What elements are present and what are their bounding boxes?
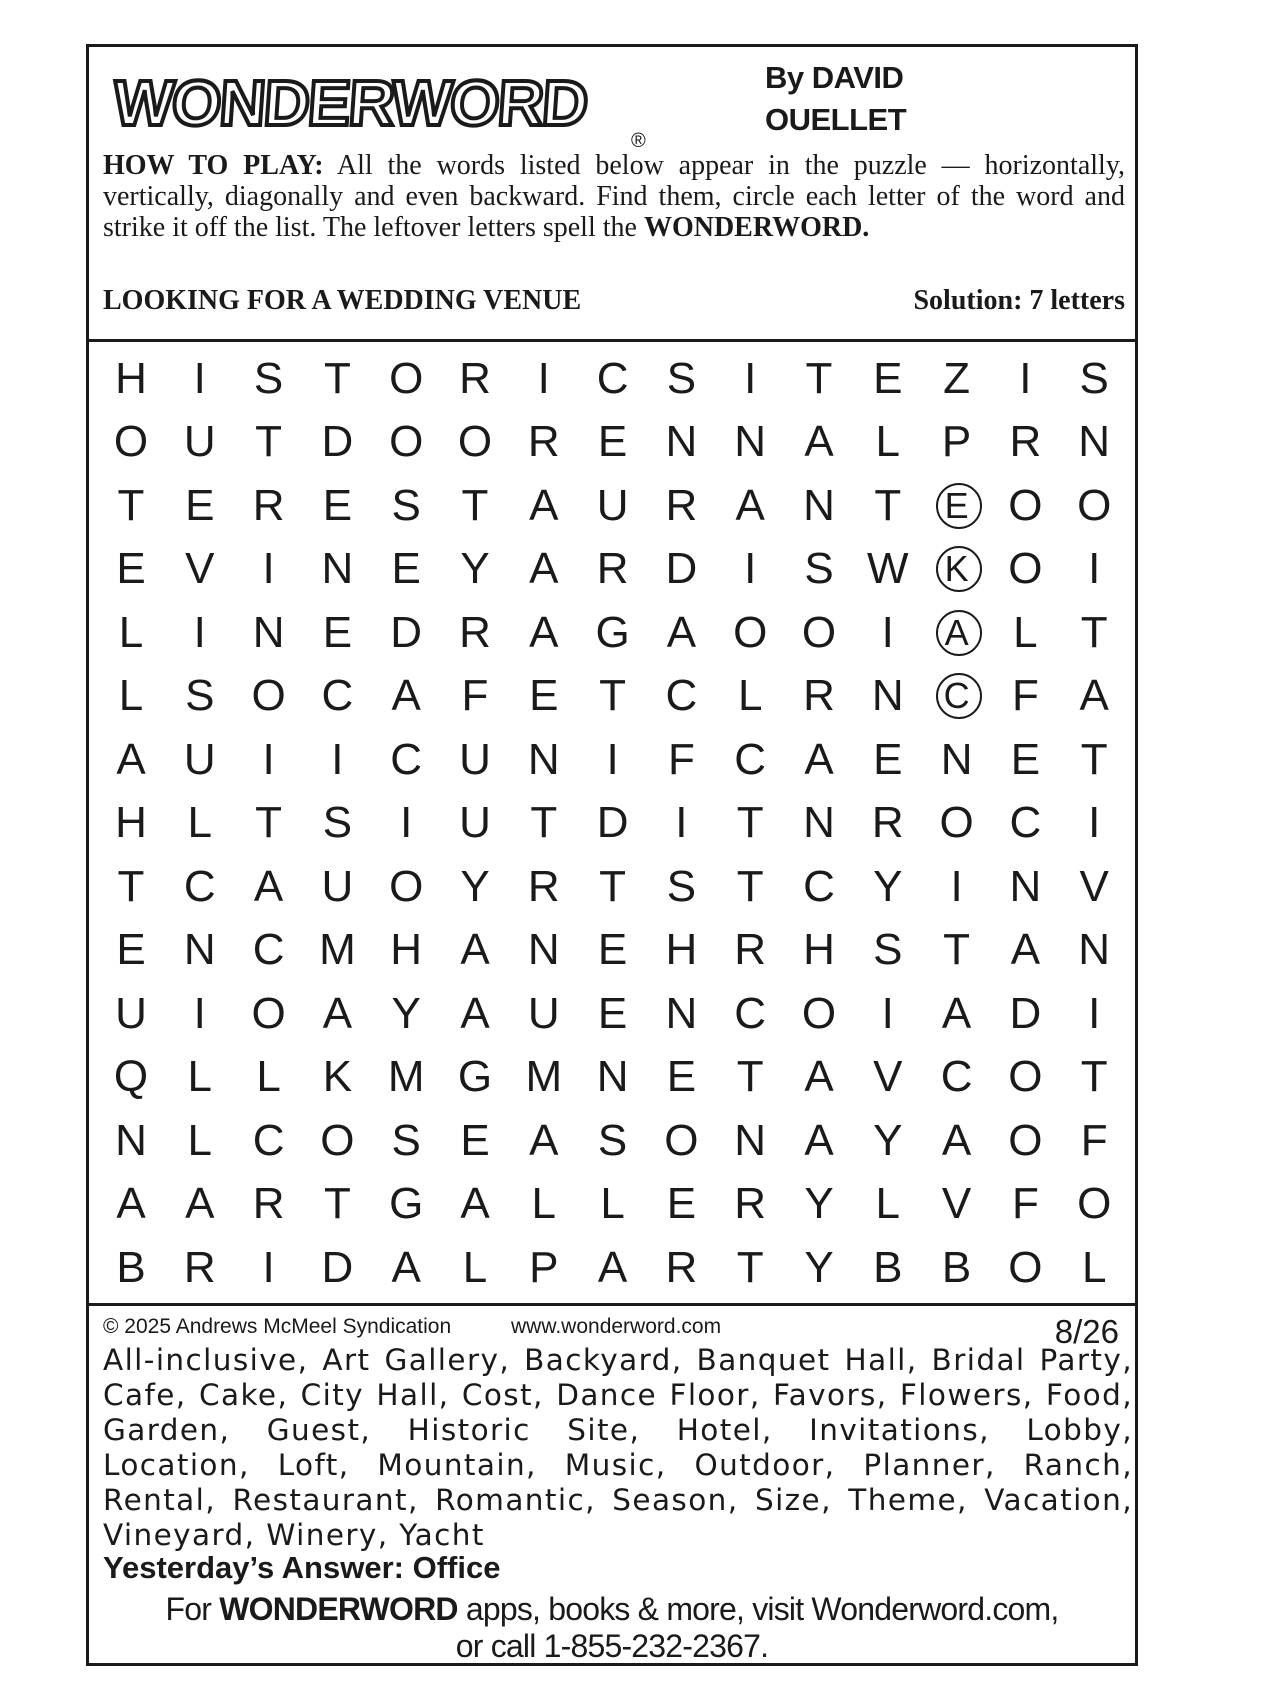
grid-letter[interactable]: F — [1080, 1115, 1108, 1165]
letter-grid — [99, 347, 1131, 1299]
grid-letter[interactable]: O — [389, 417, 424, 467]
grid-letter[interactable]: V — [873, 1052, 903, 1102]
grid-letter[interactable]: O — [801, 988, 837, 1038]
grid-row — [99, 918, 1131, 981]
grid-row — [99, 664, 1131, 727]
grid-letter[interactable]: I — [1019, 354, 1032, 403]
grid-letter[interactable]: Q — [113, 1052, 149, 1102]
how-to-play-emphasis: WONDERWORD. — [643, 212, 870, 243]
grid-letter[interactable]: C — [803, 861, 835, 911]
grid-letter[interactable]: O — [801, 607, 837, 657]
grid-letter[interactable]: I — [193, 354, 206, 403]
grid-letter[interactable]: T — [874, 480, 902, 530]
grid-letter[interactable]: T — [736, 1052, 764, 1102]
grid-letter[interactable]: T — [323, 354, 351, 403]
grid-letter[interactable]: Y — [804, 1179, 834, 1229]
grid-letter[interactable]: A — [529, 480, 559, 530]
grid-letter[interactable]: T — [323, 1179, 351, 1229]
grid-letter[interactable]: L — [118, 671, 144, 721]
grid-letter[interactable]: S — [804, 544, 834, 594]
grid-letter[interactable]: I — [193, 607, 206, 657]
grid-row — [99, 1109, 1131, 1172]
grid-row — [99, 474, 1131, 537]
grid-letter[interactable]: A — [391, 1242, 421, 1292]
grid-letter[interactable]: A — [529, 544, 559, 594]
grid-letter[interactable]: R — [665, 480, 698, 530]
grid-letter[interactable]: I — [881, 988, 894, 1038]
puzzle-theme: LOOKING FOR A WEDDING VENUE — [103, 285, 582, 316]
grid-letter[interactable]: O — [1008, 544, 1043, 594]
grid-letter[interactable]: L — [1081, 1242, 1107, 1292]
grid-letter[interactable]: N — [252, 607, 285, 657]
grid-letter[interactable]: T — [117, 480, 145, 530]
grid-letter[interactable]: R — [596, 544, 629, 594]
grid-letter-circled[interactable]: E — [925, 474, 989, 537]
grid-letter[interactable]: L — [875, 417, 901, 467]
grid-letter[interactable]: O — [733, 607, 768, 657]
grid-letter[interactable]: A — [1079, 671, 1109, 721]
how-to-play-text: All the words listed below appear in the puzzle — horizontally, vertically, diagonally and even backward. Find them, circle each letter of the word and strike it off the list. The leftover letters spell the — [103, 150, 1125, 243]
grid-letter[interactable]: B — [941, 1242, 972, 1292]
puzzle-header — [89, 47, 1135, 342]
grid-letter[interactable]: A — [1010, 925, 1041, 975]
grid-row — [99, 791, 1131, 854]
grid-letter-circled[interactable]: K — [925, 537, 989, 600]
grid-letter[interactable]: N — [734, 1115, 767, 1165]
grid-letter[interactable]: E — [460, 1115, 490, 1165]
grid-letter[interactable]: G — [595, 607, 630, 657]
grid-letter[interactable]: E — [666, 1179, 697, 1229]
grid-letter[interactable]: G — [457, 1052, 493, 1102]
grid-letter[interactable]: N — [940, 734, 973, 784]
grid-letter[interactable]: O — [1008, 480, 1043, 530]
grid-letter[interactable]: D — [321, 1242, 354, 1292]
grid-letter[interactable]: O — [1077, 480, 1112, 530]
grid-letter[interactable]: R — [459, 607, 491, 657]
grid-letter[interactable]: I — [1088, 544, 1101, 594]
grid-letter[interactable]: E — [391, 544, 421, 594]
grid-letter[interactable]: F — [667, 734, 695, 784]
grid-letter[interactable]: R — [1009, 417, 1042, 467]
grid-letter[interactable]: O — [389, 354, 424, 403]
grid-letter[interactable]: I — [744, 544, 757, 594]
grid-letter[interactable]: B — [116, 1242, 146, 1292]
grid-letter[interactable]: M — [387, 1052, 425, 1102]
grid-letter[interactable]: H — [803, 925, 835, 975]
grid-letter[interactable]: A — [597, 1242, 628, 1292]
grid-letter[interactable]: I — [1088, 798, 1101, 848]
grid-letter[interactable]: E — [322, 480, 353, 530]
grid-letter[interactable]: A — [116, 734, 146, 784]
grid-letter[interactable]: Y — [804, 1242, 834, 1292]
grid-letter[interactable]: C — [734, 988, 767, 1038]
grid-letter[interactable]: C — [665, 671, 698, 721]
grid-letter-circled[interactable]: C — [925, 664, 989, 727]
grid-letter[interactable]: O — [1008, 1242, 1043, 1292]
grid-letter[interactable]: Y — [391, 988, 421, 1038]
grid-letter[interactable]: U — [459, 798, 491, 848]
grid-letter[interactable]: N — [115, 1115, 147, 1165]
grid-row — [99, 1236, 1131, 1299]
grid-letter[interactable]: T — [530, 798, 558, 848]
grid-letter[interactable]: I — [950, 861, 963, 911]
grid-letter[interactable]: L — [118, 607, 144, 657]
grid-letter[interactable]: A — [804, 1052, 834, 1102]
grid-letter[interactable]: R — [871, 798, 904, 848]
grid-letter[interactable]: N — [665, 988, 698, 1038]
grid-letter[interactable]: S — [391, 480, 421, 530]
grid-letter[interactable]: A — [460, 1179, 490, 1229]
grid-letter[interactable]: N — [183, 925, 216, 975]
grid-letter[interactable]: L — [187, 1115, 213, 1165]
how-to-play-label: HOW TO PLAY: — [103, 150, 324, 181]
grid-letter[interactable]: A — [460, 925, 490, 975]
grid-letter[interactable]: R — [252, 480, 285, 530]
grid-letter[interactable]: H — [115, 798, 147, 848]
grid-letter[interactable]: S — [322, 798, 353, 848]
byline — [765, 57, 906, 141]
grid-letter[interactable]: T — [736, 1242, 764, 1292]
grid-letter[interactable]: A — [666, 607, 697, 657]
grid-row — [99, 982, 1131, 1045]
grid-letter[interactable]: S — [666, 861, 697, 911]
grid-letter[interactable]: I — [606, 734, 619, 784]
byline-line2: OUELLET — [765, 102, 907, 137]
grid-letter[interactable]: N — [803, 480, 835, 530]
grid-letter[interactable]: E — [529, 671, 559, 721]
grid-letter[interactable]: Y — [460, 544, 490, 594]
grid-letter[interactable]: A — [529, 1115, 559, 1165]
grid-letter[interactable]: I — [537, 354, 550, 403]
grid-letter[interactable]: H — [390, 925, 423, 975]
grid-letter[interactable]: A — [941, 988, 972, 1038]
grid-letter[interactable]: T — [599, 671, 627, 721]
grid-letter[interactable]: S — [1079, 354, 1109, 403]
grid-letter[interactable]: T — [805, 354, 833, 403]
grid-letter[interactable]: U — [527, 988, 560, 1038]
grid-letter[interactable]: G — [389, 1179, 424, 1229]
grid-letter[interactable]: U — [321, 861, 354, 911]
grid-letter[interactable]: L — [531, 1179, 557, 1229]
grid-letter[interactable]: D — [1009, 988, 1042, 1038]
grid-letter[interactable]: S — [185, 671, 215, 721]
grid-letter[interactable]: N — [527, 734, 560, 784]
grid-letter[interactable]: Y — [460, 861, 490, 911]
copyright: © 2025 Andrews McMeel Syndication — [103, 1315, 452, 1338]
grid-letter[interactable]: E — [1010, 734, 1041, 784]
grid-letter[interactable]: T — [599, 861, 627, 911]
grid-letter[interactable]: C — [596, 354, 629, 403]
grid-row — [99, 347, 1131, 410]
grid-letter[interactable]: T — [736, 861, 764, 911]
grid-letter[interactable]: A — [529, 607, 559, 657]
grid-letter[interactable]: A — [804, 417, 834, 467]
grid-letter[interactable]: L — [875, 1179, 901, 1229]
grid-letter[interactable]: S — [666, 354, 697, 403]
grid-letter[interactable]: R — [252, 1179, 285, 1229]
grid-letter[interactable]: I — [400, 798, 413, 848]
grid-letter[interactable]: A — [460, 988, 490, 1038]
grid-letter[interactable]: O — [1077, 1179, 1112, 1229]
grid-letter[interactable]: D — [596, 798, 629, 848]
grid-letter[interactable]: K — [322, 1052, 353, 1102]
grid-letter[interactable]: V — [1079, 861, 1109, 911]
grid-letter[interactable]: L — [256, 1052, 281, 1102]
grid-letter[interactable]: T — [1080, 1052, 1108, 1102]
puzzle-date: 8/26 — [1054, 1313, 1119, 1350]
grid-letter[interactable]: A — [116, 1179, 146, 1229]
puzzle-frame — [86, 44, 1138, 1666]
grid-letter[interactable]: N — [596, 1052, 629, 1102]
grid-letter[interactable]: R — [803, 671, 835, 721]
promo-line1 — [89, 1591, 1135, 1628]
grid-letter[interactable]: D — [390, 607, 423, 657]
grid-letter[interactable]: N — [527, 925, 560, 975]
grid-letter[interactable]: R — [183, 1242, 216, 1292]
grid-letter[interactable]: D — [665, 544, 698, 594]
grid-letter[interactable]: F — [1011, 1179, 1039, 1229]
grid-letter[interactable]: O — [113, 417, 149, 467]
grid-letter[interactable]: N — [1009, 861, 1042, 911]
grid-letter[interactable]: N — [1078, 925, 1111, 975]
grid-letter[interactable]: E — [597, 925, 628, 975]
word-list: All-inclusive, Art Gallery, Backyard, Banquet Hall, Bridal Party, Cafe, Cake, City Hall, Cost, Dance Floor, Favors, Flowers, Food, Garden, Guest, Historic Site, Hotel, Invitations, Lobby, Location, Loft, Mountain, Music, Outdoor, Planner, Ranch, Rental, Restaurant, Romantic, Season, Size, Theme, Vacation, Vineyard, Winery, Yacht — [103, 1343, 1133, 1552]
grid-letter[interactable]: L — [187, 798, 213, 848]
grid-letter[interactable]: A — [253, 861, 284, 911]
byline-line1: By DAVID — [765, 60, 904, 95]
grid-letter[interactable]: T — [736, 798, 764, 848]
grid-letter[interactable]: T — [117, 861, 145, 911]
grid-letter-circled[interactable]: A — [925, 601, 989, 664]
grid-letter[interactable]: O — [1008, 1052, 1043, 1102]
grid-row — [99, 537, 1131, 600]
grid-row — [99, 728, 1131, 791]
grid-letter[interactable]: R — [459, 354, 491, 403]
grid-letter[interactable]: A — [941, 1115, 972, 1165]
grid-letter[interactable]: U — [596, 480, 629, 530]
grid-letter[interactable]: I — [675, 798, 688, 848]
grid-row — [99, 1045, 1131, 1108]
grid-letter[interactable]: H — [665, 925, 698, 975]
grid-letter[interactable]: H — [115, 354, 147, 403]
grid-letter[interactable]: C — [321, 671, 354, 721]
grid-letter[interactable]: Y — [873, 1115, 903, 1165]
grid-letter[interactable]: I — [1088, 988, 1101, 1038]
grid-letter[interactable]: E — [116, 925, 146, 975]
grid-letter[interactable]: O — [939, 798, 974, 848]
grid-letter[interactable]: I — [331, 734, 344, 784]
grid-letter[interactable]: C — [252, 925, 285, 975]
grid-row — [99, 1172, 1131, 1235]
promo-line2: or call 1-855-232-2367. — [455, 1628, 769, 1664]
grid-letter[interactable]: T — [1080, 734, 1108, 784]
grid-letter[interactable]: P — [941, 417, 972, 467]
grid-letter[interactable]: C — [183, 861, 216, 911]
grid-letter[interactable]: S — [873, 925, 903, 975]
grid-letter[interactable]: P — [529, 1242, 559, 1292]
grid-letter[interactable]: I — [262, 1242, 275, 1292]
grid-letter[interactable]: L — [737, 671, 763, 721]
grid-letter[interactable]: O — [251, 988, 286, 1038]
grid-letter[interactable]: U — [183, 417, 216, 467]
grid-letter[interactable]: A — [804, 1115, 834, 1165]
grid-letter[interactable]: T — [943, 925, 971, 975]
grid-letter[interactable]: F — [1011, 671, 1039, 721]
grid-letter[interactable]: O — [457, 417, 493, 467]
grid-letter[interactable]: S — [253, 354, 284, 403]
grid-letter[interactable]: E — [873, 354, 903, 403]
grid-row — [99, 855, 1131, 918]
grid-letter[interactable]: S — [597, 1115, 628, 1165]
grid-letter[interactable]: E — [873, 734, 903, 784]
promo-prefix: For — [165, 1591, 220, 1627]
grid-letter[interactable]: T — [461, 480, 489, 530]
grid-letter[interactable]: T — [255, 417, 283, 467]
grid-letter[interactable]: U — [183, 734, 216, 784]
logo-text: WONDERWORD — [110, 67, 589, 139]
grid-letter[interactable]: O — [320, 1115, 355, 1165]
grid-divider — [89, 1303, 1135, 1306]
wonderword-logo — [107, 53, 667, 153]
grid-letter[interactable]: N — [871, 671, 904, 721]
grid-row — [99, 601, 1131, 664]
grid-letter[interactable]: M — [525, 1052, 563, 1102]
grid-letter[interactable]: O — [251, 671, 286, 721]
grid-row — [99, 410, 1131, 473]
grid-letter[interactable]: C — [390, 734, 423, 784]
grid-letter[interactable]: R — [527, 417, 560, 467]
grid-letter[interactable]: E — [116, 544, 146, 594]
grid-letter[interactable]: L — [462, 1242, 488, 1292]
grid-letter[interactable]: I — [262, 734, 275, 784]
grid-letter[interactable]: B — [873, 1242, 903, 1292]
registered-mark: ® — [631, 130, 646, 152]
wonderword-logo-graphic — [107, 53, 667, 153]
grid-letter[interactable]: R — [527, 861, 560, 911]
grid-letter[interactable]: A — [735, 480, 765, 530]
grid-letter[interactable]: L — [187, 1052, 213, 1102]
grid-letter[interactable]: I — [262, 544, 275, 594]
grid-letter[interactable]: A — [804, 734, 834, 784]
how-to-play — [103, 150, 1125, 243]
promo-suffix: apps, books & more, visit Wonderword.com, — [457, 1591, 1059, 1627]
grid-letter[interactable]: O — [664, 1115, 699, 1165]
grid-letter[interactable]: N — [734, 417, 767, 467]
grid-letter[interactable]: V — [941, 1179, 972, 1229]
grid-letter[interactable]: O — [1008, 1115, 1043, 1165]
grid-letter[interactable]: N — [665, 417, 698, 467]
promo-text — [89, 1591, 1135, 1665]
grid-letter[interactable]: O — [389, 861, 424, 911]
grid-letter[interactable]: V — [185, 544, 215, 594]
grid-letter[interactable]: L — [600, 1179, 625, 1229]
grid-letter[interactable]: C — [940, 1052, 973, 1102]
grid-letter[interactable]: E — [597, 988, 628, 1038]
grid-letter[interactable]: C — [252, 1115, 285, 1165]
website-link[interactable]: www.wonderword.com — [511, 1315, 722, 1338]
grid-letter[interactable]: T — [1080, 607, 1108, 657]
grid-letter[interactable]: D — [321, 417, 354, 467]
grid-letter[interactable]: T — [255, 798, 283, 848]
grid-letter[interactable]: I — [193, 988, 206, 1038]
grid-letter[interactable]: A — [391, 671, 421, 721]
grid-letter[interactable]: I — [881, 607, 894, 657]
grid-letter[interactable]: A — [185, 1179, 215, 1229]
grid-letter[interactable]: L — [1013, 607, 1038, 657]
grid-letter[interactable]: E — [185, 480, 215, 530]
promo-brand: WONDERWORD — [219, 1591, 458, 1627]
grid-letter[interactable]: R — [734, 1179, 767, 1229]
grid-letter[interactable]: E — [322, 607, 353, 657]
grid-letter[interactable]: A — [322, 988, 353, 1038]
grid-letter[interactable]: Z — [943, 354, 971, 403]
grid-letter[interactable]: W — [867, 544, 909, 594]
grid-letter[interactable]: I — [744, 354, 757, 403]
grid-letter[interactable]: U — [115, 988, 147, 1038]
grid-letter[interactable]: M — [319, 925, 356, 975]
grid-letter[interactable]: U — [459, 734, 491, 784]
grid-letter[interactable]: E — [666, 1052, 697, 1102]
grid-letter[interactable]: C — [1009, 798, 1042, 848]
grid-letter[interactable]: R — [665, 1242, 698, 1292]
grid-letter[interactable]: N — [321, 544, 354, 594]
grid-letter[interactable]: Y — [873, 861, 903, 911]
grid-letter[interactable]: N — [803, 798, 835, 848]
solution-hint: Solution: 7 letters — [913, 285, 1125, 316]
grid-letter[interactable]: N — [1078, 417, 1111, 467]
grid-letter[interactable]: S — [391, 1115, 421, 1165]
grid-letter[interactable]: R — [734, 925, 767, 975]
grid-letter[interactable]: C — [734, 734, 767, 784]
yesterday-answer: Yesterday’s Answer: Office — [103, 1550, 501, 1585]
grid-letter[interactable]: E — [597, 417, 628, 467]
grid-letter[interactable]: F — [461, 671, 489, 721]
